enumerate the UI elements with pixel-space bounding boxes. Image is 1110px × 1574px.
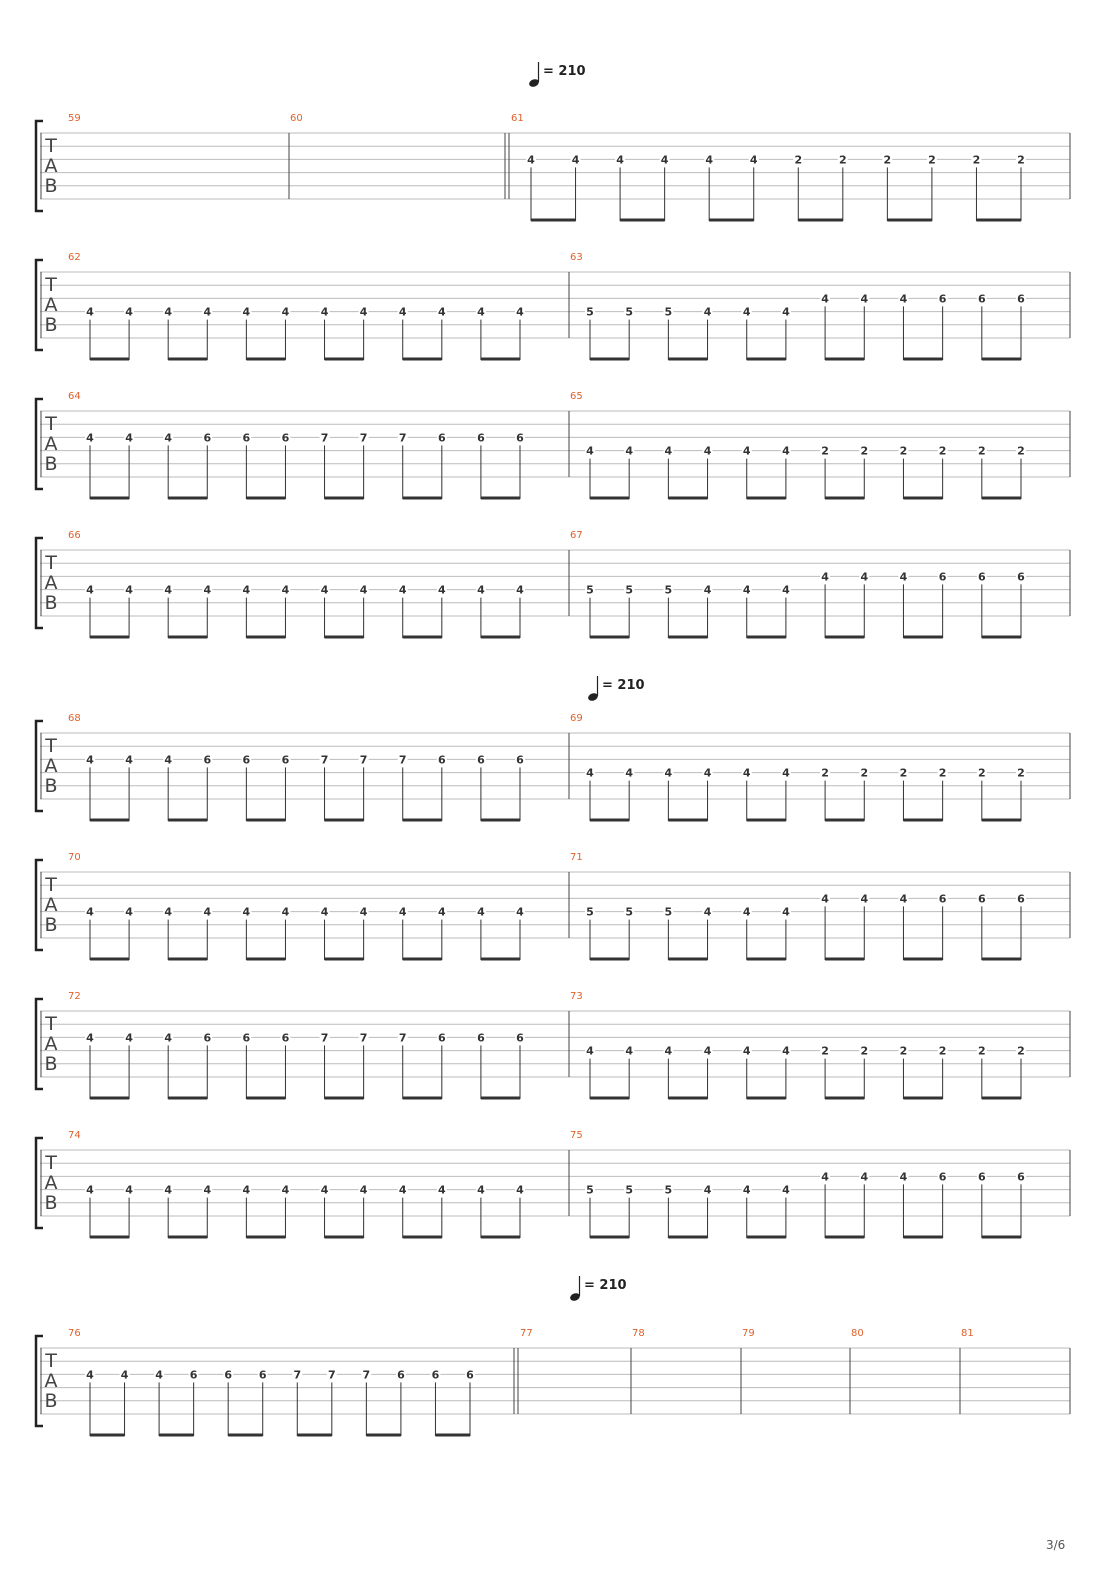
tab-clef-letter: T [45, 552, 57, 574]
tab-clef-letter: T [45, 135, 57, 157]
fret-number: 4 [281, 905, 290, 919]
fret-number: 4 [164, 583, 173, 597]
fret-number: 6 [977, 570, 986, 584]
fret-number: 4 [477, 1183, 485, 1197]
fret-number: 4 [86, 305, 94, 319]
fret-number: 4 [860, 1170, 869, 1184]
fret-number: 4 [899, 570, 908, 584]
fret-number: 5 [664, 583, 673, 597]
fret-number: 5 [625, 583, 634, 597]
tab-clef-letter: T [45, 413, 57, 435]
fret-number: 2 [821, 766, 829, 780]
fret-number: 2 [838, 153, 847, 167]
fret-number: 4 [705, 153, 714, 167]
measure-number: 64 [68, 391, 81, 402]
measure-number: 78 [632, 1328, 645, 1339]
fret-number: 7 [398, 431, 407, 445]
tab-clef-letter: A [44, 433, 58, 455]
fret-number: 2 [860, 444, 869, 458]
measure-number: 75 [570, 1130, 583, 1141]
fret-number: 4 [571, 153, 580, 167]
tab-clef-letter: B [44, 175, 58, 197]
tab-system [36, 252, 1070, 360]
fret-number: 6 [258, 1368, 267, 1382]
fret-number: 4 [281, 305, 290, 319]
fret-number: 4 [742, 444, 751, 458]
fret-number: 4 [125, 753, 133, 767]
tab-system [36, 113, 1070, 221]
fret-number: 2 [977, 444, 986, 458]
fret-number: 2 [821, 444, 829, 458]
fret-number: 6 [516, 753, 524, 767]
measure-number: 61 [511, 113, 524, 124]
fret-number: 6 [397, 1368, 405, 1382]
tab-system [36, 991, 1070, 1099]
system-bracket [36, 1336, 43, 1426]
fret-number: 6 [477, 431, 485, 445]
fret-number: 4 [398, 583, 407, 597]
measure-number: 65 [570, 391, 583, 402]
fret-number: 4 [437, 1183, 446, 1197]
fret-number: 4 [437, 583, 446, 597]
fret-number: 4 [586, 1044, 594, 1058]
fret-number: 4 [477, 583, 485, 597]
fret-number: 2 [899, 1044, 908, 1058]
tab-clef-letter: B [44, 1390, 58, 1412]
fret-number: 6 [516, 431, 524, 445]
fret-number: 4 [125, 431, 133, 445]
fret-number: 4 [742, 583, 751, 597]
fret-number: 6 [977, 892, 986, 906]
fret-number: 4 [703, 305, 712, 319]
system-bracket [36, 399, 43, 489]
fret-number: 4 [782, 583, 790, 597]
fret-number: 4 [527, 153, 535, 167]
fret-number: 4 [164, 1183, 173, 1197]
fret-number: 6 [203, 753, 212, 767]
fret-number: 5 [664, 305, 673, 319]
fret-number: 4 [782, 905, 790, 919]
tab-clef-letter: T [45, 735, 57, 757]
system-bracket [36, 121, 43, 211]
fret-number: 4 [516, 1183, 524, 1197]
tab-system [36, 1328, 1070, 1436]
tab-system [36, 530, 1070, 638]
fret-number: 4 [821, 1170, 829, 1184]
fret-number: 4 [281, 583, 290, 597]
fret-number: 6 [977, 1170, 986, 1184]
tab-clef-letter: A [44, 294, 58, 316]
fret-number: 4 [203, 583, 212, 597]
fret-number: 4 [359, 905, 368, 919]
measure-number: 69 [570, 713, 583, 724]
fret-number: 2 [1017, 1044, 1025, 1058]
fret-number: 7 [359, 1031, 368, 1045]
tempo-value: = 210 [543, 64, 586, 79]
tab-clef-letter: A [44, 572, 58, 594]
tempo-marking [569, 1276, 626, 1302]
measure-number: 76 [68, 1328, 81, 1339]
fret-number: 6 [437, 431, 446, 445]
fret-number: 6 [242, 431, 251, 445]
fret-number: 6 [477, 753, 485, 767]
fret-number: 4 [281, 1183, 290, 1197]
fret-number: 4 [742, 766, 751, 780]
fret-number: 4 [125, 905, 133, 919]
measure-number: 77 [520, 1328, 533, 1339]
fret-number: 4 [86, 583, 94, 597]
tempo-marking [528, 62, 585, 88]
fret-number: 4 [359, 583, 368, 597]
fret-number: 4 [664, 444, 673, 458]
fret-number: 6 [477, 1031, 485, 1045]
fret-number: 4 [164, 905, 173, 919]
fret-number: 4 [782, 1044, 790, 1058]
fret-number: 6 [281, 431, 290, 445]
fret-number: 6 [189, 1368, 198, 1382]
fret-number: 6 [1017, 1170, 1025, 1184]
fret-number: 6 [242, 1031, 251, 1045]
fret-number: 4 [821, 570, 829, 584]
tab-clef-letter: A [44, 1172, 58, 1194]
fret-number: 2 [928, 153, 936, 167]
fret-number: 4 [164, 1031, 173, 1045]
fret-number: 4 [86, 1368, 94, 1382]
fret-number: 5 [586, 583, 594, 597]
measure-number: 62 [68, 252, 81, 263]
fret-number: 4 [242, 905, 251, 919]
fret-number: 2 [1017, 766, 1025, 780]
fret-number: 6 [938, 892, 947, 906]
tab-clef-letter: A [44, 155, 58, 177]
fret-number: 6 [431, 1368, 440, 1382]
fret-number: 4 [703, 583, 712, 597]
measure-number: 71 [570, 852, 583, 863]
fret-number: 4 [821, 292, 829, 306]
fret-number: 7 [398, 1031, 407, 1045]
tab-system [36, 1130, 1070, 1238]
fret-number: 4 [86, 753, 94, 767]
system-bracket [36, 1138, 43, 1228]
fret-number: 4 [437, 305, 446, 319]
fret-number: 6 [938, 570, 947, 584]
tab-clef-letter: T [45, 1350, 57, 1372]
tab-clef-letter: B [44, 314, 58, 336]
fret-number: 4 [86, 905, 94, 919]
system-bracket [36, 538, 43, 628]
tab-clef-letter: B [44, 453, 58, 475]
fret-number: 2 [977, 766, 986, 780]
measure-number: 66 [68, 530, 81, 541]
fret-number: 5 [664, 1183, 673, 1197]
fret-number: 6 [1017, 292, 1025, 306]
fret-number: 4 [625, 444, 634, 458]
fret-number: 4 [616, 153, 624, 167]
tab-clef-letter: T [45, 1152, 57, 1174]
measure-number: 59 [68, 113, 81, 124]
fret-number: 4 [125, 583, 133, 597]
tempo-value: = 210 [584, 1278, 627, 1293]
fret-number: 4 [437, 905, 446, 919]
fret-number: 4 [742, 305, 751, 319]
tab-clef-letter: B [44, 1053, 58, 1075]
tab-clef-letter: B [44, 592, 58, 614]
fret-number: 4 [125, 1183, 133, 1197]
fret-number: 5 [586, 905, 594, 919]
fret-number: 4 [86, 1031, 94, 1045]
fret-number: 4 [782, 444, 790, 458]
fret-number: 4 [359, 305, 368, 319]
measure-number: 67 [570, 530, 583, 541]
measure-number: 72 [68, 991, 81, 1002]
tab-system [36, 852, 1070, 960]
tab-clef-letter: B [44, 775, 58, 797]
fret-number: 4 [120, 1368, 129, 1382]
fret-number: 4 [203, 305, 212, 319]
fret-number: 4 [899, 892, 908, 906]
fret-number: 4 [125, 305, 133, 319]
fret-number: 4 [899, 1170, 908, 1184]
fret-number: 2 [1017, 153, 1025, 167]
fret-number: 4 [703, 1044, 712, 1058]
fret-number: 2 [860, 1044, 869, 1058]
fret-number: 6 [977, 292, 986, 306]
fret-number: 4 [703, 1183, 712, 1197]
fret-number: 4 [703, 766, 712, 780]
fret-number: 4 [860, 292, 869, 306]
fret-number: 6 [437, 1031, 446, 1045]
measure-number: 73 [570, 991, 583, 1002]
fret-number: 4 [703, 905, 712, 919]
fret-number: 7 [320, 431, 329, 445]
fret-number: 4 [516, 583, 524, 597]
fret-number: 4 [320, 305, 329, 319]
fret-number: 4 [320, 1183, 329, 1197]
fret-number: 6 [203, 431, 212, 445]
fret-number: 4 [398, 305, 407, 319]
fret-number: 4 [742, 905, 751, 919]
measure-number: 81 [961, 1328, 974, 1339]
fret-number: 4 [516, 305, 524, 319]
measure-number: 79 [742, 1328, 755, 1339]
fret-number: 4 [359, 1183, 368, 1197]
tab-system [36, 713, 1070, 821]
fret-number: 5 [586, 305, 594, 319]
fret-number: 2 [938, 1044, 947, 1058]
fret-number: 4 [782, 1183, 790, 1197]
tab-clef-letter: A [44, 755, 58, 777]
fret-number: 4 [242, 583, 251, 597]
tab-clef-letter: A [44, 894, 58, 916]
fret-number: 4 [242, 305, 251, 319]
fret-number: 4 [86, 1183, 94, 1197]
fret-number: 4 [203, 1183, 212, 1197]
fret-number: 7 [327, 1368, 336, 1382]
fret-number: 2 [938, 444, 947, 458]
fret-number: 2 [1017, 444, 1025, 458]
measure-number: 74 [68, 1130, 81, 1141]
fret-number: 6 [281, 1031, 290, 1045]
fret-number: 5 [625, 905, 634, 919]
fret-number: 6 [938, 292, 947, 306]
fret-number: 5 [586, 1183, 594, 1197]
system-bracket [36, 721, 43, 811]
fret-number: 6 [466, 1368, 474, 1382]
fret-number: 2 [899, 444, 908, 458]
fret-number: 4 [664, 766, 673, 780]
fret-number: 4 [164, 305, 173, 319]
fret-number: 4 [821, 892, 829, 906]
fret-number: 4 [625, 766, 634, 780]
fret-number: 6 [242, 753, 251, 767]
tab-clef-letter: A [44, 1370, 58, 1392]
fret-number: 4 [586, 766, 594, 780]
tab-clef-letter: T [45, 874, 57, 896]
fret-number: 2 [977, 1044, 986, 1058]
fret-number: 5 [625, 1183, 634, 1197]
fret-number: 4 [242, 1183, 251, 1197]
tab-system [36, 391, 1070, 499]
fret-number: 4 [155, 1368, 163, 1382]
fret-number: 4 [86, 431, 94, 445]
tab-clef-letter: B [44, 914, 58, 936]
fret-number: 2 [899, 766, 908, 780]
fret-number: 7 [359, 431, 368, 445]
tempo-marking [587, 676, 644, 702]
fret-number: 2 [972, 153, 981, 167]
fret-number: 4 [516, 905, 524, 919]
fret-number: 2 [794, 153, 803, 167]
fret-number: 2 [860, 766, 869, 780]
measure-number: 70 [68, 852, 81, 863]
fret-number: 4 [899, 292, 908, 306]
fret-number: 4 [749, 153, 758, 167]
fret-number: 4 [782, 305, 790, 319]
fret-number: 5 [625, 305, 634, 319]
fret-number: 7 [320, 753, 329, 767]
fret-number: 7 [293, 1368, 302, 1382]
fret-number: 4 [860, 892, 869, 906]
fret-number: 4 [477, 305, 485, 319]
system-bracket [36, 260, 43, 350]
fret-number: 4 [625, 1044, 634, 1058]
tempo-value: = 210 [602, 678, 645, 693]
fret-number: 6 [281, 753, 290, 767]
fret-number: 4 [320, 583, 329, 597]
fret-number: 4 [477, 905, 485, 919]
fret-number: 4 [320, 905, 329, 919]
fret-number: 4 [782, 766, 790, 780]
fret-number: 4 [125, 1031, 133, 1045]
fret-number: 4 [742, 1183, 751, 1197]
fret-number: 6 [516, 1031, 524, 1045]
fret-number: 7 [320, 1031, 329, 1045]
system-bracket [36, 860, 43, 950]
fret-number: 4 [398, 1183, 407, 1197]
fret-number: 4 [398, 905, 407, 919]
tab-clef-letter: T [45, 1013, 57, 1035]
fret-number: 7 [362, 1368, 371, 1382]
fret-number: 4 [664, 1044, 673, 1058]
fret-number: 6 [938, 1170, 947, 1184]
fret-number: 2 [821, 1044, 829, 1058]
fret-number: 4 [660, 153, 669, 167]
fret-number: 4 [164, 431, 173, 445]
fret-number: 6 [1017, 892, 1025, 906]
measure-number: 68 [68, 713, 81, 724]
fret-number: 6 [203, 1031, 212, 1045]
measure-number: 63 [570, 252, 583, 263]
tab-clef-letter: A [44, 1033, 58, 1055]
fret-number: 4 [742, 1044, 751, 1058]
fret-number: 6 [224, 1368, 233, 1382]
fret-number: 7 [398, 753, 407, 767]
fret-number: 4 [164, 753, 173, 767]
fret-number: 4 [203, 905, 212, 919]
fret-number: 4 [586, 444, 594, 458]
system-bracket [36, 999, 43, 1089]
measure-number: 60 [290, 113, 303, 124]
fret-number: 2 [883, 153, 892, 167]
measure-number: 80 [851, 1328, 864, 1339]
tab-clef-letter: B [44, 1192, 58, 1214]
fret-number: 7 [359, 753, 368, 767]
fret-number: 2 [938, 766, 947, 780]
fret-number: 4 [860, 570, 869, 584]
tab-clef-letter: T [45, 274, 57, 296]
fret-number: 6 [1017, 570, 1025, 584]
page-number: 3/6 [1046, 1538, 1066, 1552]
fret-number: 4 [703, 444, 712, 458]
fret-number: 6 [437, 753, 446, 767]
fret-number: 5 [664, 905, 673, 919]
